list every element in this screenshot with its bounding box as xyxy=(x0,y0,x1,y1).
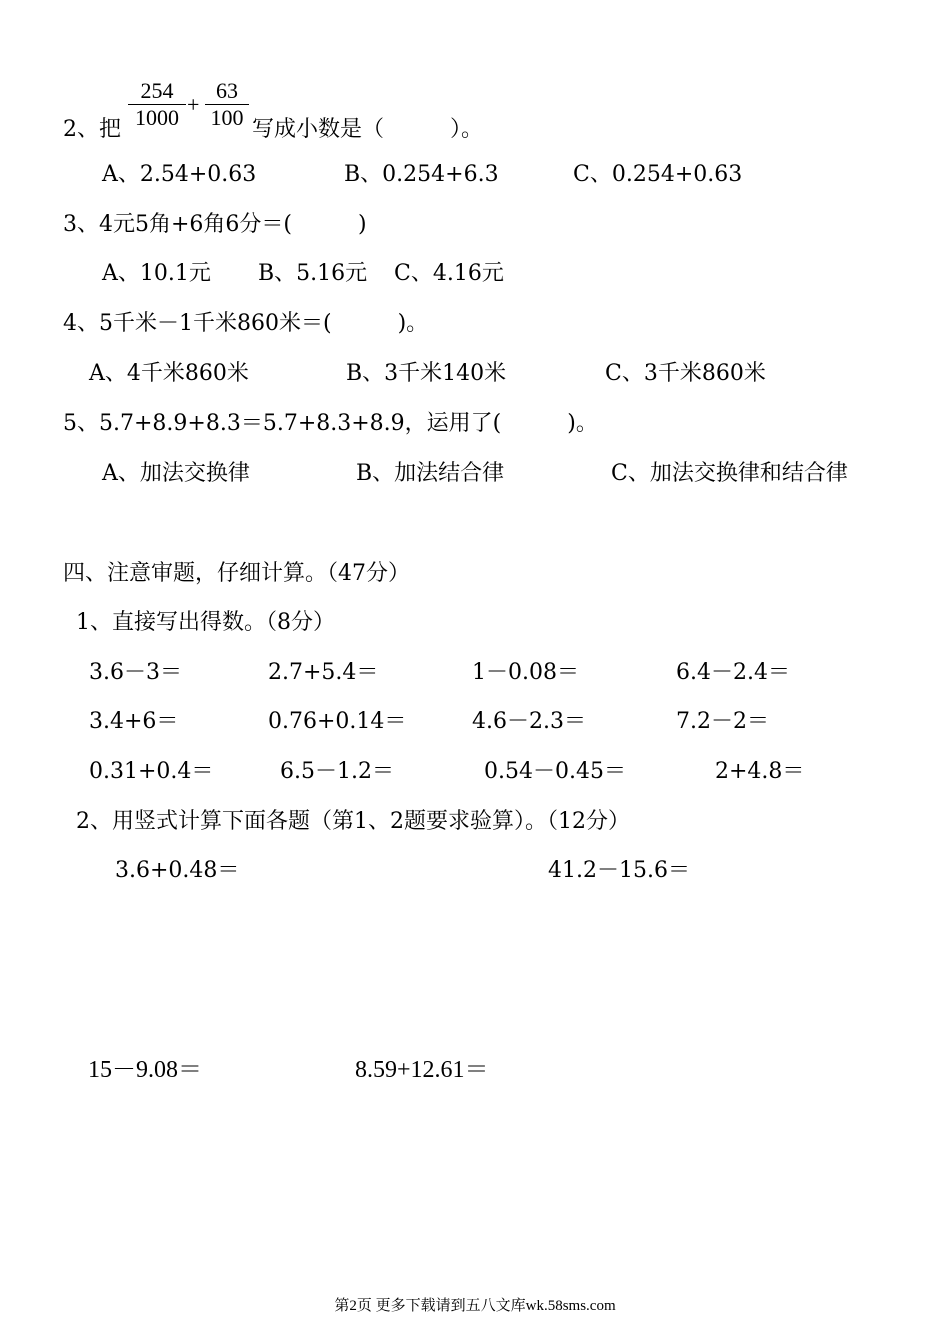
q3-option-b: B、5.16元 xyxy=(258,261,368,286)
q2-option-b: B、0.254+6.3 xyxy=(344,162,499,187)
fraction-1-denominator: 1000 xyxy=(135,105,179,130)
fraction-1-numerator: 254 xyxy=(140,78,174,103)
part1-title: 1、直接写出得数。（8分） xyxy=(76,610,335,635)
q5-text: 5、5.7+8.9+8.3＝5.7+8.3+8.9，运用了( )。 xyxy=(63,411,598,436)
q2-plus-sign: + xyxy=(187,92,200,117)
q4-option-a: A、4千米860米 xyxy=(89,361,249,386)
q2-fraction-2 xyxy=(205,78,249,131)
page-footer: 第2页 更多下载请到五八文库wk.58sms.com xyxy=(334,1298,616,1314)
q4-option-b: B、3千米140米 xyxy=(346,361,507,386)
vertical-calc-4: 8.59+12.61＝ xyxy=(355,1057,489,1083)
q3-option-c: C、4.16元 xyxy=(394,261,504,286)
vertical-calc-1: 3.6+0.48＝ xyxy=(115,858,240,883)
q2-option-c: C、0.254+0.63 xyxy=(573,162,743,187)
calc-r1-c2: 2.7+5.4＝ xyxy=(268,660,379,685)
calc-r1-c3: 1－0.08＝ xyxy=(472,660,579,685)
q2-prefix: 2、把 xyxy=(63,117,121,142)
part2-title: 2、用竖式计算下面各题（第1、2题要求验算）。（12分） xyxy=(76,809,630,834)
vertical-calc-2: 41.2－15.6＝ xyxy=(548,858,690,883)
q5-option-c: C、加法交换律和结合律 xyxy=(611,461,848,486)
calc-r1-c4: 6.4－2.4＝ xyxy=(676,660,790,685)
fraction-2-numerator: 63 xyxy=(216,78,238,103)
q5-option-b: B、加法结合律 xyxy=(356,461,505,486)
calc-r2-c2: 0.76+0.14＝ xyxy=(268,709,407,734)
calc-r3-c1: 0.31+0.4＝ xyxy=(89,759,214,784)
calc-r3-c4: 2+4.8＝ xyxy=(715,759,805,784)
section4-title: 四、注意审题，仔细计算。（47分） xyxy=(63,561,410,586)
calc-r3-c2: 6.5－1.2＝ xyxy=(280,759,394,784)
q2-suffix: 写成小数是（ ）。 xyxy=(252,117,484,142)
calc-r3-c3: 0.54－0.45＝ xyxy=(484,759,626,784)
calc-r1-c1: 3.6－3＝ xyxy=(89,660,182,685)
q4-text: 4、5千米－1千米860米＝( )。 xyxy=(63,311,429,336)
calc-r2-c4: 7.2－2＝ xyxy=(676,709,769,734)
q5-option-a: A、加法交换律 xyxy=(102,461,250,486)
q3-option-a: A、10.1元 xyxy=(102,261,211,286)
q4-option-c: C、3千米860米 xyxy=(605,361,766,386)
vertical-calc-3: 15－9.08＝ xyxy=(88,1057,202,1083)
calc-r2-c1: 3.4+6＝ xyxy=(89,709,179,734)
calc-r2-c3: 4.6－2.3＝ xyxy=(472,709,586,734)
q2-option-a: A、2.54+0.63 xyxy=(102,162,257,187)
q2-fraction-1 xyxy=(128,78,186,131)
fraction-2-denominator: 100 xyxy=(210,105,244,130)
q3-text: 3、4元5角+6角6分＝( ) xyxy=(63,212,367,237)
